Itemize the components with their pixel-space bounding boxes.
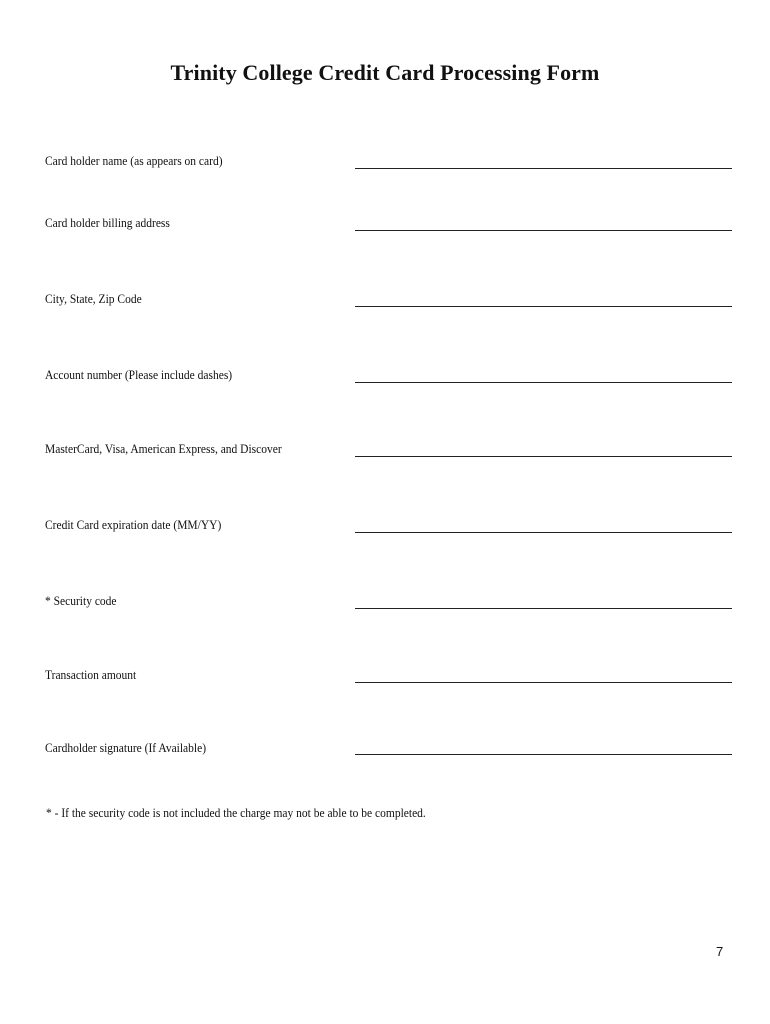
form-title: Trinity College Credit Card Processing Form (170, 60, 600, 85)
account-number-field[interactable] (355, 382, 732, 383)
security-code-label: * Security code (45, 594, 117, 608)
card-types-field[interactable] (355, 456, 732, 457)
transaction-amount-label: Transaction amount (45, 668, 137, 682)
city-state-zip-field[interactable] (355, 306, 732, 307)
cardholder-name-label: Card holder name (as appears on card) (45, 154, 223, 168)
cardholder-signature-field[interactable] (355, 754, 732, 755)
security-code-footnote: * - If the security code is not included the charge may not be able to be completed. (46, 806, 426, 820)
account-number-label: Account number (Please include dashes) (45, 368, 233, 382)
city-state-zip-label: City, State, Zip Code (45, 292, 142, 306)
cardholder-signature-label: Cardholder signature (If Available) (45, 741, 207, 755)
expiration-date-field[interactable] (355, 532, 732, 533)
security-code-field[interactable] (355, 608, 732, 609)
billing-address-field[interactable] (355, 230, 732, 231)
card-types-label: MasterCard, Visa, American Express, and Discover (45, 442, 282, 456)
page-number: 7 (716, 944, 724, 959)
transaction-amount-field[interactable] (355, 682, 732, 683)
expiration-date-label: Credit Card expiration date (MM/YY) (45, 518, 222, 532)
billing-address-label: Card holder billing address (45, 216, 170, 230)
cardholder-name-field[interactable] (355, 168, 732, 169)
